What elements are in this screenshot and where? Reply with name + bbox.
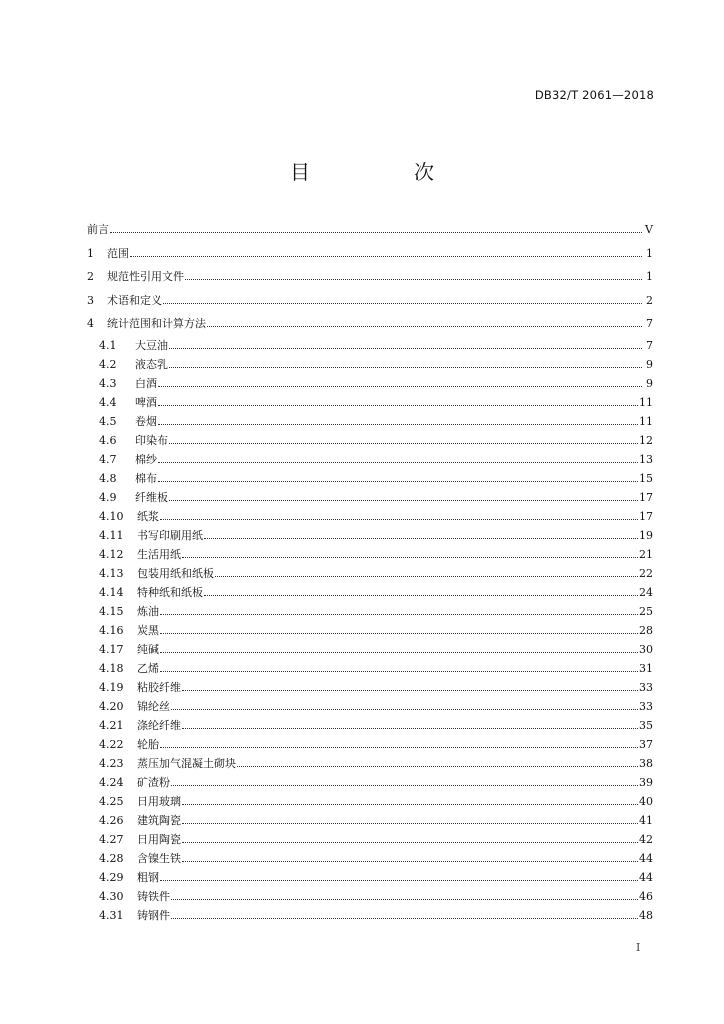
toc-entry-page: 9	[646, 376, 653, 390]
toc-entry-number: 4.13	[99, 566, 124, 580]
toc-entry-page: 44	[639, 870, 653, 884]
dot-leader	[158, 461, 638, 463]
toc-entry-number: 4.17	[99, 642, 124, 656]
toc-entry-number: 4.8	[99, 471, 117, 485]
toc-entry-label: 纸浆	[137, 509, 159, 523]
dot-leader	[160, 613, 638, 615]
dot-leader	[237, 765, 638, 767]
toc-entry[interactable]	[87, 583, 653, 602]
dot-leader	[110, 231, 642, 233]
toc-entry-label: 蒸压加气混凝土砌块	[137, 756, 236, 770]
toc-entry-page: 24	[639, 585, 653, 599]
toc-entry-number: 4.18	[99, 661, 124, 675]
toc-entry[interactable]	[87, 242, 653, 266]
toc-entry-label: 炼油	[137, 604, 159, 618]
toc-entry-number: 4.31	[99, 908, 124, 922]
toc-entry[interactable]	[87, 716, 653, 735]
toc-entry-number: 4.26	[99, 813, 124, 827]
dot-leader	[182, 860, 638, 862]
toc-entry[interactable]	[87, 355, 653, 374]
toc-entry-label: 前言	[87, 223, 109, 236]
toc-entry[interactable]	[87, 469, 653, 488]
toc-entry-label: 粘胶纤维	[137, 680, 181, 694]
toc-entry-page: 41	[639, 813, 653, 827]
toc-entry-number: 4.25	[99, 794, 124, 808]
toc-entry-label: 术语和定义	[107, 293, 162, 307]
toc-entry-number: 4.4	[99, 395, 117, 409]
toc-entry-number: 4.3	[99, 376, 117, 390]
toc-entry[interactable]	[87, 336, 653, 355]
toc-entry-page: 39	[639, 775, 653, 789]
toc-entry-label: 生活用纸	[137, 547, 181, 561]
toc-entry-number: 4.22	[99, 737, 124, 751]
toc-entry-number: 4.23	[99, 756, 124, 770]
toc-entry-page: 17	[639, 509, 653, 523]
toc-entry-page: 37	[639, 737, 653, 751]
dot-leader	[163, 302, 642, 304]
toc-entry[interactable]	[87, 265, 653, 289]
toc-entry-number: 4.1	[99, 338, 117, 352]
toc-entry-number: 4	[87, 317, 94, 330]
toc-entry[interactable]	[87, 659, 653, 678]
toc-entry-label: 轮胎	[137, 737, 159, 751]
toc-entry-page: 22	[639, 566, 653, 580]
toc-entry[interactable]	[87, 393, 653, 412]
toc-entry-label: 纯碱	[137, 642, 159, 656]
toc-entry-number: 4.12	[99, 547, 124, 561]
toc-entry[interactable]	[87, 312, 653, 336]
toc-entry-label: 日用玻璃	[137, 794, 181, 808]
toc-entry-label: 大豆油	[135, 338, 168, 352]
toc-entry-number: 4.9	[99, 490, 117, 504]
toc-entry-number: 4.15	[99, 604, 124, 618]
toc-entry-number: 4.5	[99, 414, 117, 428]
toc-entry-number: 2	[87, 270, 94, 283]
toc-entry-label: 矿渣粉	[137, 775, 170, 789]
dot-leader	[169, 442, 638, 444]
toc-entry-page: 7	[646, 338, 653, 352]
toc-entry-label: 白酒	[135, 376, 157, 390]
toc-entry-page: 33	[639, 699, 653, 713]
dot-leader	[171, 784, 638, 786]
toc-entry-page: 40	[639, 794, 653, 808]
toc-entry[interactable]	[87, 412, 653, 431]
toc-entry-label: 建筑陶瓷	[137, 813, 181, 827]
toc-entry-page: 11	[639, 414, 653, 428]
toc-entry-label: 印染布	[135, 433, 168, 447]
toc-entry-number: 4.6	[99, 433, 117, 447]
toc-entry-number: 4.24	[99, 775, 124, 789]
toc-entry[interactable]	[87, 218, 653, 242]
toc-entry-number: 4.14	[99, 585, 124, 599]
toc-entry-page: 38	[639, 756, 653, 770]
toc-entry-page: 7	[646, 317, 653, 330]
toc-entry-label: 日用陶瓷	[137, 832, 181, 846]
toc-entry[interactable]	[87, 450, 653, 469]
toc-entry-page: 25	[639, 604, 653, 618]
toc-entry-label: 乙烯	[137, 661, 159, 675]
dot-leader	[204, 594, 638, 596]
toc-entry-page: V	[645, 223, 653, 236]
toc-entry[interactable]	[87, 887, 653, 906]
toc-entry-number: 4.19	[99, 680, 124, 694]
toc-entry-page: 44	[639, 851, 653, 865]
toc-entry[interactable]	[87, 868, 653, 887]
toc-entry-number: 4.20	[99, 699, 124, 713]
dot-leader	[182, 803, 638, 805]
toc-entry[interactable]	[87, 289, 653, 313]
toc-entry-page: 48	[639, 908, 653, 922]
page-number: I	[636, 941, 641, 954]
dot-leader	[158, 480, 638, 482]
dot-leader	[182, 689, 638, 691]
toc-entry-label: 棉纱	[135, 452, 157, 466]
toc-entry-label: 液态乳	[135, 357, 168, 371]
toc-entry-page: 28	[639, 623, 653, 637]
dot-leader	[207, 325, 642, 327]
dot-leader	[171, 898, 638, 900]
toc-entry[interactable]	[87, 526, 653, 545]
toc-entry-page: 19	[639, 528, 653, 542]
toc-entry-page: 9	[646, 357, 653, 371]
toc-entry-page: 17	[639, 490, 653, 504]
toc-entry-number: 4.2	[99, 357, 117, 371]
dot-leader	[160, 651, 638, 653]
toc-entry[interactable]	[87, 830, 653, 849]
dot-leader	[215, 575, 638, 577]
toc-entry-label: 铸钢件	[137, 908, 170, 922]
dot-leader	[169, 366, 642, 368]
toc-entry-page: 33	[639, 680, 653, 694]
toc-entry-number: 4.30	[99, 889, 124, 903]
toc-entry-page: 21	[639, 547, 653, 561]
dot-leader	[158, 385, 642, 387]
toc-entry[interactable]	[87, 849, 653, 868]
dot-leader	[160, 879, 638, 881]
dot-leader	[182, 822, 638, 824]
toc-entry[interactable]	[87, 564, 653, 583]
toc-entry[interactable]	[87, 640, 653, 659]
toc-entry-page: 2	[646, 293, 653, 307]
toc-entry[interactable]	[87, 792, 653, 811]
toc-entry-label: 统计范围和计算方法	[107, 317, 206, 330]
toc-entry-number: 4.29	[99, 870, 124, 884]
toc-entry-page: 1	[646, 246, 653, 260]
toc-entry[interactable]	[87, 678, 653, 697]
toc-entry-page: 1	[646, 270, 653, 283]
toc-entry-page: 35	[639, 718, 653, 732]
toc-entry-page: 46	[639, 889, 653, 903]
toc-entry-page: 30	[639, 642, 653, 656]
toc-entry-label: 范围	[107, 246, 129, 260]
dot-leader	[160, 632, 638, 634]
toc-entry-page: 13	[639, 452, 653, 466]
toc-entry[interactable]	[87, 374, 653, 393]
dot-leader	[171, 917, 638, 919]
dot-leader	[182, 841, 638, 843]
toc-entry[interactable]	[87, 602, 653, 621]
toc-entry-label: 规范性引用文件	[107, 270, 184, 283]
toc-entry-number: 3	[87, 293, 94, 307]
toc-entry-number: 1	[87, 246, 94, 260]
dot-leader	[171, 708, 638, 710]
toc-entry[interactable]	[87, 507, 653, 526]
toc-entry-number: 4.28	[99, 851, 124, 865]
toc-entry-label: 啤酒	[135, 395, 157, 409]
toc-entry-number: 4.16	[99, 623, 124, 637]
toc-entry[interactable]	[87, 906, 653, 925]
toc-entry-page: 11	[639, 395, 653, 409]
toc-entry-page: 42	[639, 832, 653, 846]
toc-entry-label: 粗钢	[137, 870, 159, 884]
dot-leader	[160, 670, 638, 672]
toc-entry-label: 铸铁件	[137, 889, 170, 903]
toc-entry-number: 4.11	[99, 528, 124, 542]
toc-entry-label: 含镍生铁	[137, 851, 181, 865]
toc-entry-label: 特种纸和纸板	[137, 585, 203, 599]
toc-entry-number: 4.7	[99, 452, 117, 466]
toc-entry[interactable]	[87, 697, 653, 716]
dot-leader	[182, 727, 638, 729]
dot-leader	[130, 255, 642, 257]
toc-entry[interactable]	[87, 488, 653, 507]
dot-leader	[160, 518, 638, 520]
toc-entry-number: 4.21	[99, 718, 124, 732]
toc-entry[interactable]	[87, 754, 653, 773]
toc-entry[interactable]	[87, 735, 653, 754]
toc-title: 目 次	[290, 160, 476, 184]
toc-entry[interactable]	[87, 811, 653, 830]
toc-entry-label: 锦纶丝	[137, 699, 170, 713]
toc-entry-label: 棉布	[135, 471, 157, 485]
toc-entry-page: 12	[639, 433, 653, 447]
dot-leader	[182, 556, 638, 558]
toc-entry-label: 包装用纸和纸板	[137, 566, 214, 580]
toc-entry-number: 4.27	[99, 832, 124, 846]
dot-leader	[204, 537, 638, 539]
dot-leader	[158, 423, 638, 425]
toc-entry-label: 纤维板	[135, 490, 168, 504]
toc-entry[interactable]	[87, 545, 653, 564]
toc-entry-page: 31	[639, 661, 653, 675]
toc-entry[interactable]	[87, 621, 653, 640]
toc-entry-page: 15	[639, 471, 653, 485]
dot-leader	[169, 347, 642, 349]
toc-entry-label: 涤纶纤维	[137, 718, 181, 732]
standard-code: DB32/T 2061—2018	[534, 88, 654, 102]
dot-leader	[158, 404, 638, 406]
toc-entry[interactable]	[87, 431, 653, 450]
dot-leader	[185, 278, 642, 280]
toc-entry-number: 4.10	[99, 509, 124, 523]
toc-entry-label: 书写印刷用纸	[137, 528, 203, 542]
toc-entry-label: 卷烟	[135, 414, 157, 428]
dot-leader	[169, 499, 638, 501]
table-of-contents	[87, 218, 653, 925]
toc-entry[interactable]	[87, 773, 653, 792]
dot-leader	[160, 746, 638, 748]
toc-entry-label: 炭黑	[137, 623, 159, 637]
